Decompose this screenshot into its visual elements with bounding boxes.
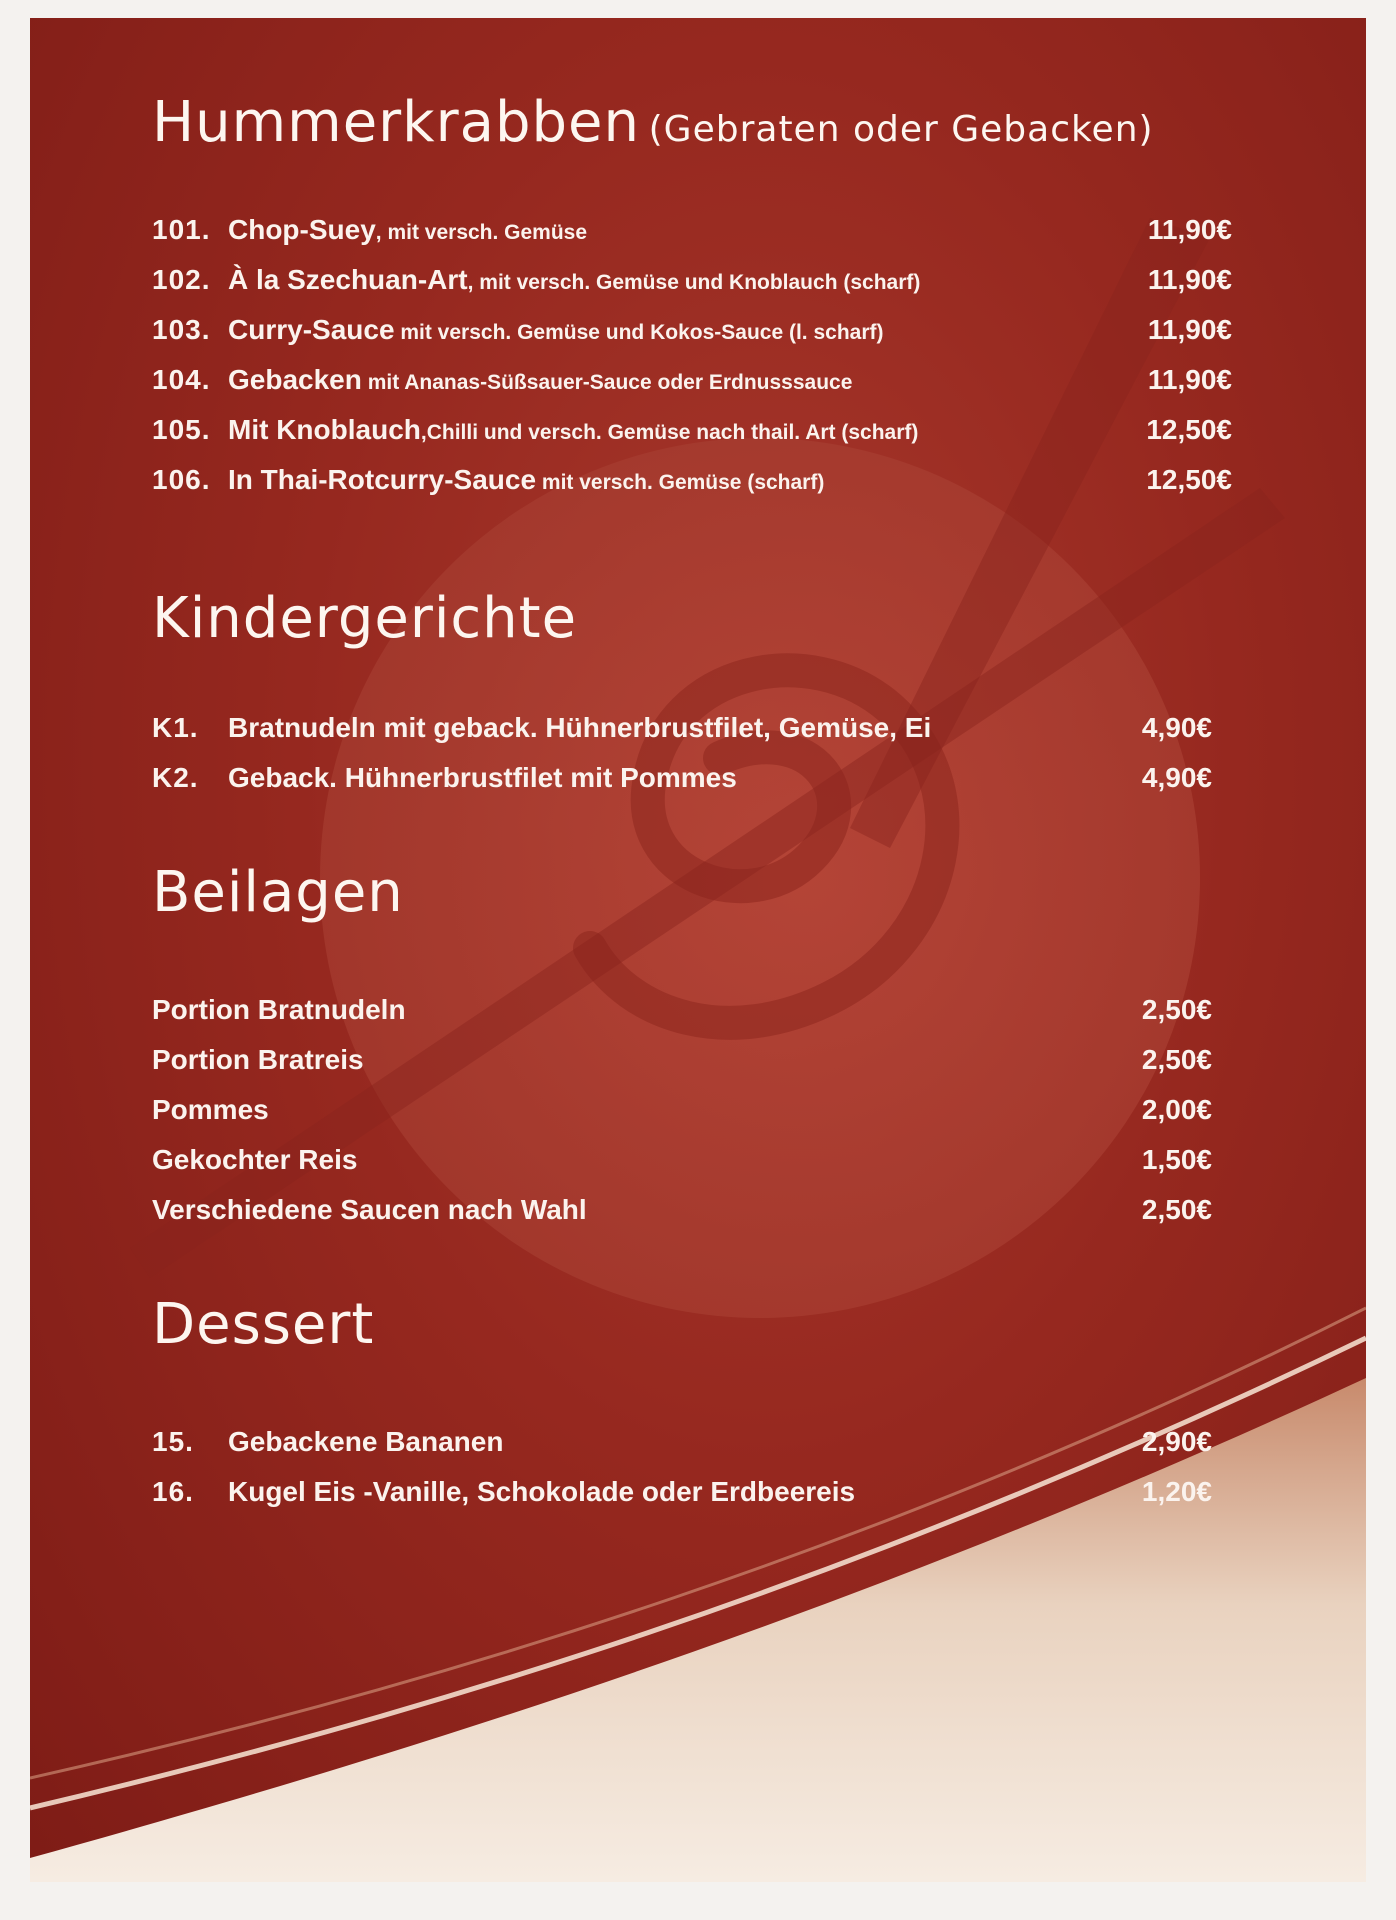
menu-content [30, 18, 1366, 1882]
side-item: Verschiedene Saucen nach Wahl 2,50€ [152, 1194, 1212, 1225]
menu-item-k2: K2. Geback. Hühnerbrustfilet mit Pommes 4,90€ [152, 762, 1212, 793]
item-price: 2,50€ [1141, 1044, 1212, 1075]
section-title-hummerkrabben: Hummerkrabben (Gebraten oder Gebacken) [152, 90, 1154, 155]
menu-item-102: 102. À la Szechuan-Art, mit versch. Gemüse und Knoblauch (scharf) 11,90€ [152, 264, 1232, 295]
menu-item-16: 16. Kugel Eis -Vanille, Schokolade oder Erdbeereis 1,20€ [152, 1476, 1212, 1507]
item-price: 12,50€ [1146, 414, 1232, 445]
section-title-beilagen: Beilagen [152, 860, 404, 925]
side-item: Portion Bratnudeln 2,50€ [152, 994, 1212, 1025]
item-price: 11,90€ [1147, 264, 1232, 295]
item-price: 2,50€ [1141, 994, 1212, 1025]
menu-item-106: 106. In Thai-Rotcurry-Sauce mit versch. Gemüse (scharf) 12,50€ [152, 464, 1232, 495]
item-price: 2,00€ [1141, 1094, 1212, 1125]
section-title-kindergerichte: Kindergerichte [152, 586, 578, 651]
item-price: 1,20€ [1141, 1476, 1212, 1507]
side-item: Gekochter Reis 1,50€ [152, 1144, 1212, 1175]
item-price: 4,90€ [1141, 712, 1212, 743]
item-price: 1,50€ [1141, 1144, 1212, 1175]
item-price: 2,90€ [1141, 1426, 1212, 1457]
menu-item-k1: K1. Bratnudeln mit geback. Hühnerbrustfilet, Gemüse, Ei 4,90€ [152, 712, 1212, 743]
item-price: 11,90€ [1147, 214, 1232, 245]
menu-item-101: 101. Chop-Suey, mit versch. Gemüse 11,90€ [152, 214, 1232, 245]
side-item: Pommes 2,00€ [152, 1094, 1212, 1125]
item-price: 12,50€ [1146, 464, 1232, 495]
menu-item-105: 105. Mit Knoblauch,Chilli und versch. Gemüse nach thail. Art (scharf) 12,50€ [152, 414, 1232, 445]
item-price: 11,90€ [1147, 364, 1232, 395]
section-title-dessert: Dessert [152, 1292, 375, 1357]
menu-page [30, 18, 1366, 1882]
menu-item-104: 104. Gebacken mit Ananas-Süßsauer-Sauce oder Erdnusssauce 11,90€ [152, 364, 1232, 395]
menu-item-15: 15. Gebackene Bananen 2,90€ [152, 1426, 1212, 1457]
item-price: 4,90€ [1141, 762, 1212, 793]
item-price: 11,90€ [1147, 314, 1232, 345]
menu-item-103: 103. Curry-Sauce mit versch. Gemüse und Kokos-Sauce (l. scharf) 11,90€ [152, 314, 1232, 345]
item-price: 2,50€ [1141, 1194, 1212, 1225]
side-item: Portion Bratreis 2,50€ [152, 1044, 1212, 1075]
